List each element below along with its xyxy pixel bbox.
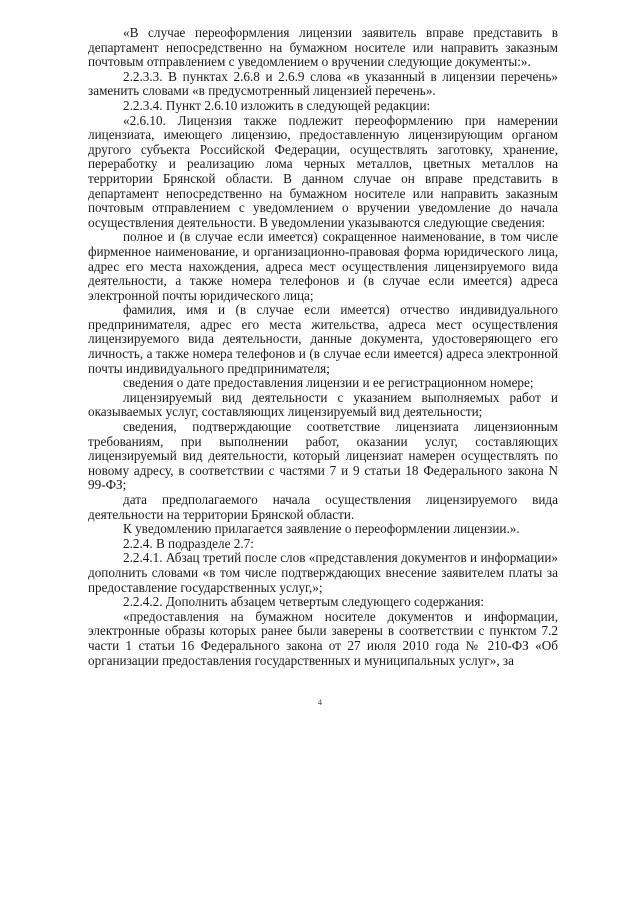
document-page xyxy=(88,26,558,668)
paragraph-start-date: дата предполагаемого начала осуществления лицензируемого вида деятельности на территории Брянской области. xyxy=(88,492,558,522)
paragraph-compliance-info: сведения, подтверждающие соответствие лицензиата лицензионным требованиям, при выполнении работ, оказании услуг, составляющих лицензируемый вид деятельности, который лицензиат намерен осуществлять по новому адресу, в соответствии с частями 7 и 9 статьи 18 Федерального закона N 99-ФЗ; xyxy=(88,419,558,493)
paragraph-legal-entity-details: полное и (в случае если имеется) сокращенное наименование, в том числе фирменное наименование, и организационно-правовая форма юридического лица, адрес его места нахождения, адреса мест осуществления лицензируемого вида деятельности, а также номера телефонов и (в случае если имеется) адреса электронной почты юридического лица; xyxy=(88,229,558,303)
paragraph-2-2-4-2: 2.2.4.2. Дополнить абзацем четвертым следующего содержания: xyxy=(123,594,485,610)
paragraph-entrepreneur-details: фамилия, имя и (в случае если имеется) отчество индивидуального предпринимателя, адрес его места жительства, адреса мест осуществления лицензируемого вида деятельности, данные документа, удостоверяющего его личность, а также номера телефонов и (в случае если имеется) адреса электронной почты индивидуального предпринимателя; xyxy=(88,302,558,376)
paragraph-transfer-documents: «В случае переоформления лицензии заявитель вправе представить в департамент непосредственно на бумажном носителе или направить заказным почтовым отправлением с уведомлением о вручении следующие документы:». xyxy=(88,25,558,70)
paragraph-2-6-10: «2.6.10. Лицензия также подлежит переоформлению при намерении лицензиата, имеющего лицензию, предоставленную лицензирующим органом другого субъекта Российской Федерации, осуществлять заготовку, хранение, переработку и реализацию лома черных металлов, цветных металлов на территории Брянской области. В данном случае он вправе представить в департамент непосредственно на бумажном носителе или направить заказным почтовым отправлением с уведомлением о вручении уведомление до начала осуществления деятельности. В уведомлении указываются следующие сведения: xyxy=(88,112,558,230)
paragraph-paper-documents: «предоставления на бумажном носителе документов и информации, электронные образы которых ранее были заверены в соответствии с пунктом 7.2 части 1 статьи 16 Федерального закона от 27 июля 2010 года № 210-ФЗ «Об организации предоставления государственных и муниципальных услуг», за xyxy=(88,608,558,668)
paragraph-2-2-4: 2.2.4. В подразделе 2.7: xyxy=(123,535,254,551)
paragraph-licensed-activity: лицензируемый вид деятельности с указанием выполняемых работ и оказываемых услуг, составляющих лицензируемый вид деятельности; xyxy=(88,389,558,420)
page-number: 4 xyxy=(318,698,322,707)
paragraph-2-2-3-4: 2.2.3.4. Пункт 2.6.10 изложить в следующей редакции: xyxy=(123,97,431,113)
paragraph-license-date: сведения о дате предоставления лицензии и ее регистрационном номере; xyxy=(123,375,534,391)
paragraph-attachment: К уведомлению прилагается заявление о переоформлении лицензии.». xyxy=(123,521,520,537)
paragraph-2-2-4-1: 2.2.4.1. Абзац третий после слов «представления документов и информации» дополнить словами «в том числе подтверждающих внесение заявителем платы за предоставление государственных услуг,»; xyxy=(88,550,558,595)
paragraph-2-2-3-3: 2.2.3.3. В пунктах 2.6.8 и 2.6.9 слова «в указанный в лицензии перечень» заменить словами «в предусмотренный лицензией перечень». xyxy=(88,68,558,99)
